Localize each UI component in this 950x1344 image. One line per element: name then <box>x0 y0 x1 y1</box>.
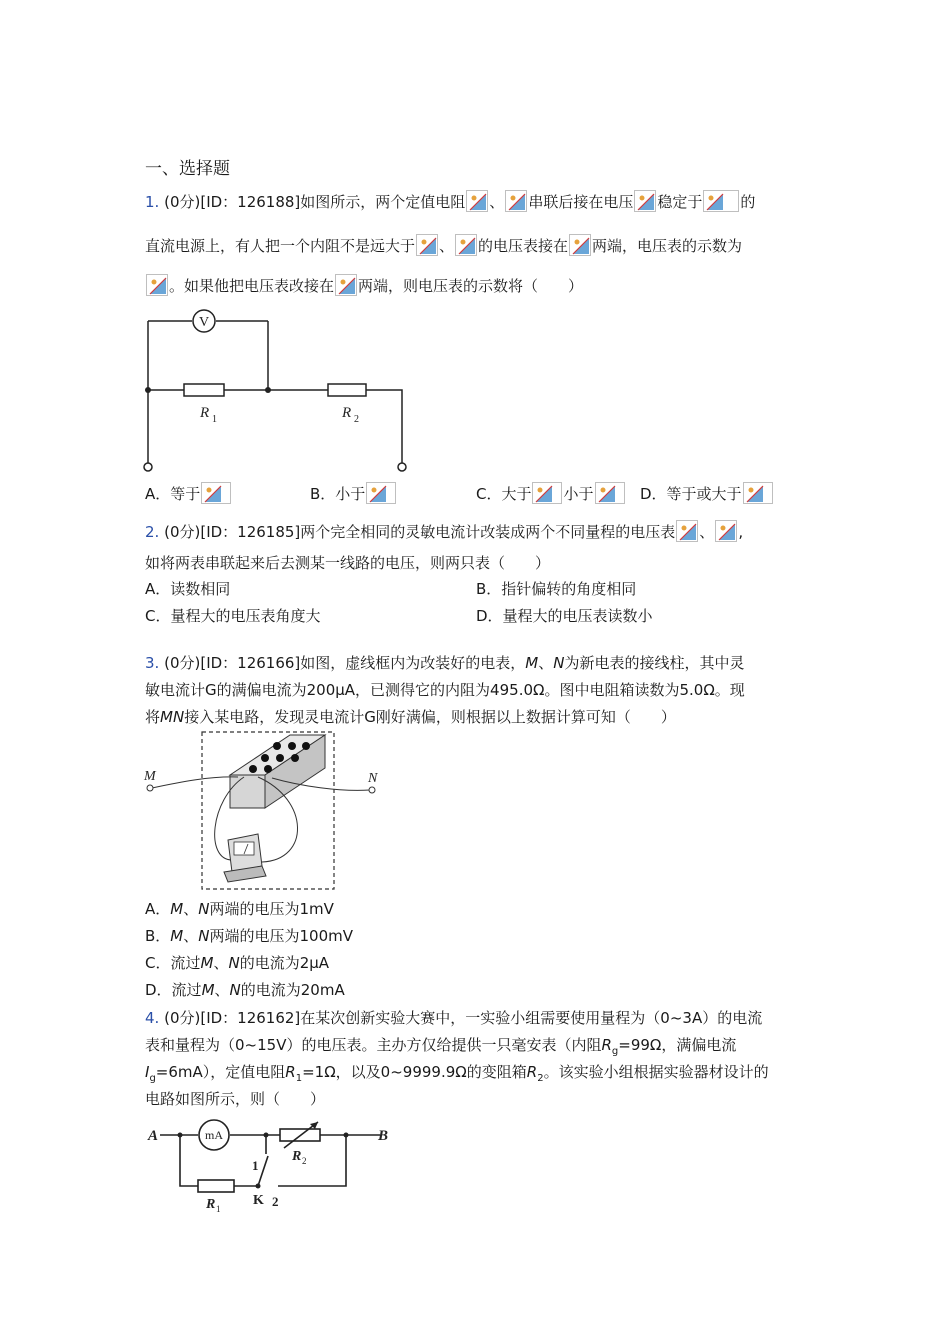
q3-number: 3. <box>145 654 160 672</box>
q1-number: 1. <box>145 193 160 211</box>
option-text: N <box>228 954 240 972</box>
q1-line-1 <box>145 190 755 213</box>
q3-text: N <box>553 654 565 672</box>
broken-image-icon <box>366 482 396 504</box>
q1-circuit-diagram <box>140 305 420 480</box>
option-text: N <box>229 981 241 999</box>
q1-option-c[interactable] <box>476 482 626 505</box>
broken-image-icon <box>715 520 737 542</box>
terminal-m-label: M <box>144 769 156 784</box>
q4-text: 1 <box>295 1073 303 1084</box>
option-text: 、 <box>183 900 199 918</box>
option-text: B． <box>145 927 171 945</box>
option-text: C．大于 <box>476 485 532 503</box>
option-text: 两端的电压为1mV <box>209 900 334 918</box>
option-text: M <box>201 981 215 999</box>
option-text: 的电流为20mA <box>240 981 345 999</box>
broken-image-icon <box>569 234 591 256</box>
q4-line-3 <box>145 1061 769 1090</box>
q4-text: g <box>611 1046 619 1057</box>
q1-line-3 <box>145 274 583 297</box>
broken-image-icon <box>455 234 477 256</box>
q4-number: 4. <box>145 1009 160 1027</box>
option-text: N <box>198 927 210 945</box>
q1-text: 直流电源上，有人把一个内阻不是远大于 <box>145 237 416 255</box>
option-text: 、 <box>183 927 199 945</box>
r1-subscript: 1 <box>216 1204 221 1214</box>
q1-text: 的电压表接在 <box>478 237 569 255</box>
q3-text: MN <box>160 708 185 726</box>
option-text: D．等于或大于 <box>640 485 742 503</box>
q3-option-c[interactable] <box>145 952 329 974</box>
voltmeter-label: V <box>198 315 210 330</box>
terminal-b-label: B <box>378 1128 389 1144</box>
broken-image-icon <box>743 482 773 504</box>
q1-option-d[interactable] <box>640 482 774 505</box>
q1-line-2 <box>145 234 742 257</box>
option-text: 、 <box>213 954 229 972</box>
q2-option-a[interactable]: A．读数相同 <box>145 580 231 598</box>
q3-option-d[interactable] <box>145 979 345 1001</box>
broken-image-icon <box>595 482 625 504</box>
q3-text: M <box>525 654 539 672</box>
milliammeter-label: mA <box>205 1128 223 1142</box>
section-heading: 一、选择题 <box>145 159 230 179</box>
option-text: M <box>200 954 214 972</box>
q1-text: 、 <box>489 193 505 211</box>
r2-subscript: 2 <box>354 414 359 425</box>
switch-position-2: 2 <box>272 1194 279 1209</box>
broken-image-icon <box>201 482 231 504</box>
terminal-a-label: A <box>148 1128 159 1144</box>
q2-option-b[interactable]: B．指针偏转的角度相同 <box>476 580 637 598</box>
q4-line-2 <box>145 1034 736 1063</box>
q1-text: 两端，电压表的示数为 <box>592 237 743 255</box>
r2-subscript: 2 <box>302 1156 307 1166</box>
option-text: A．等于 <box>145 485 201 503</box>
option-text: 的电流为2μA <box>239 954 330 972</box>
q3-text: 为新电表的接线柱，其中灵 <box>564 654 745 672</box>
q2-text: 、 <box>699 523 715 541</box>
q4-text: R <box>601 1036 612 1054</box>
q1-option-b[interactable] <box>310 482 397 505</box>
r1-label: R <box>200 405 210 421</box>
r1-subscript: 1 <box>212 414 217 425</box>
r2-label: R <box>342 405 352 421</box>
q2-text: , <box>738 523 744 541</box>
q3-text: (0分)[ID：126166]如图，虚线框内为改装好的电表， <box>164 654 526 672</box>
q2-text: (0分)[ID：126185]两个完全相同的灵敏电流计改装成两个不同量程的电压表 <box>164 523 676 541</box>
q4-text: I <box>145 1063 150 1081</box>
option-text: M <box>170 900 184 918</box>
q4-text: 。该实验小组根据实验器材设计的 <box>543 1063 769 1081</box>
q4-text: =6mA），定值电阻 <box>155 1063 286 1081</box>
q4-text: g <box>149 1073 156 1084</box>
option-text: D．流过 <box>145 981 202 999</box>
q1-text: 串联后接在电压 <box>528 193 634 211</box>
switch-k-label: K <box>253 1193 264 1208</box>
q2-option-c[interactable]: C．量程大的电压表角度大 <box>145 607 321 625</box>
q3-option-a[interactable] <box>145 898 334 920</box>
q1-text: 。如果他把电压表改接在 <box>169 277 335 295</box>
q3-line-1 <box>145 652 745 674</box>
q4-text: R <box>526 1063 538 1081</box>
q1-text: (0分)[ID：126188]如图所示，两个定值电阻 <box>164 193 466 211</box>
q3-text: 将 <box>145 708 161 726</box>
broken-image-icon <box>146 274 168 296</box>
q2-number: 2. <box>145 523 160 541</box>
q4-text: R <box>285 1063 296 1081</box>
option-text: N <box>198 900 210 918</box>
broken-image-icon <box>676 520 698 542</box>
q1-text: 的 <box>740 193 756 211</box>
broken-image-icon <box>505 190 527 212</box>
q4-text: (0分)[ID：126162]在某次创新实验大赛中，一实验小组需要使用量程为（0~3A）的电流 <box>164 1009 763 1027</box>
broken-image-icon <box>466 190 488 212</box>
q3-line-3 <box>145 706 676 728</box>
q4-line-4: 电路如图所示，则（ ） <box>145 1090 326 1108</box>
broken-image-icon <box>335 274 357 296</box>
q4-text: =99Ω，满偏电流 <box>618 1036 737 1054</box>
q3-option-b[interactable] <box>145 925 353 947</box>
switch-position-1: 1 <box>252 1158 259 1173</box>
q4-circuit-diagram <box>140 1118 400 1218</box>
q1-text: 、 <box>439 237 455 255</box>
q3-text: 接入某电路，发现灵电流计G刚好满偏，则根据以上数据计算可知（ ） <box>184 708 676 726</box>
q4-text: =1Ω，以及0~9999.9Ω的变阻箱 <box>302 1063 527 1081</box>
option-text: B．小于 <box>310 485 366 503</box>
q1-text: 两端，则电压表的示数将（ ） <box>358 277 584 295</box>
broken-image-icon <box>416 234 438 256</box>
terminal-n-label: N <box>368 771 378 786</box>
option-text: 两端的电压为100mV <box>209 927 354 945</box>
q4-line-1 <box>145 1007 762 1029</box>
option-text: A． <box>145 900 171 918</box>
broken-image-icon <box>703 190 739 212</box>
q3-text: 、 <box>538 654 554 672</box>
q4-text: 2 <box>537 1073 544 1084</box>
option-text: 小于 <box>563 485 594 503</box>
broken-image-icon <box>634 190 656 212</box>
option-text: M <box>170 927 184 945</box>
q2-line-1 <box>145 520 743 543</box>
broken-image-icon <box>532 482 562 504</box>
q4-text: 表和量程为（0~15V）的电压表。主办方仅给提供一只毫安表（内阻 <box>145 1036 602 1054</box>
option-text: C．流过 <box>145 954 201 972</box>
q1-option-a[interactable] <box>145 482 232 505</box>
r2-label: R <box>292 1149 302 1164</box>
q1-text: 稳定于 <box>657 193 703 211</box>
q2-option-d[interactable]: D．量程大的电压表读数小 <box>476 607 653 625</box>
r1-label: R <box>206 1197 216 1212</box>
option-text: 、 <box>214 981 230 999</box>
q3-meter-diagram <box>140 730 390 892</box>
q3-line-2: 敏电流计G的满偏电流为200μA，已测得它的内阻为495.0Ω。图中电阻箱读数为5.0Ω。现 <box>145 681 745 699</box>
q2-line-2: 如将两表串联起来后去测某一线路的电压，则两只表（ ） <box>145 554 551 572</box>
